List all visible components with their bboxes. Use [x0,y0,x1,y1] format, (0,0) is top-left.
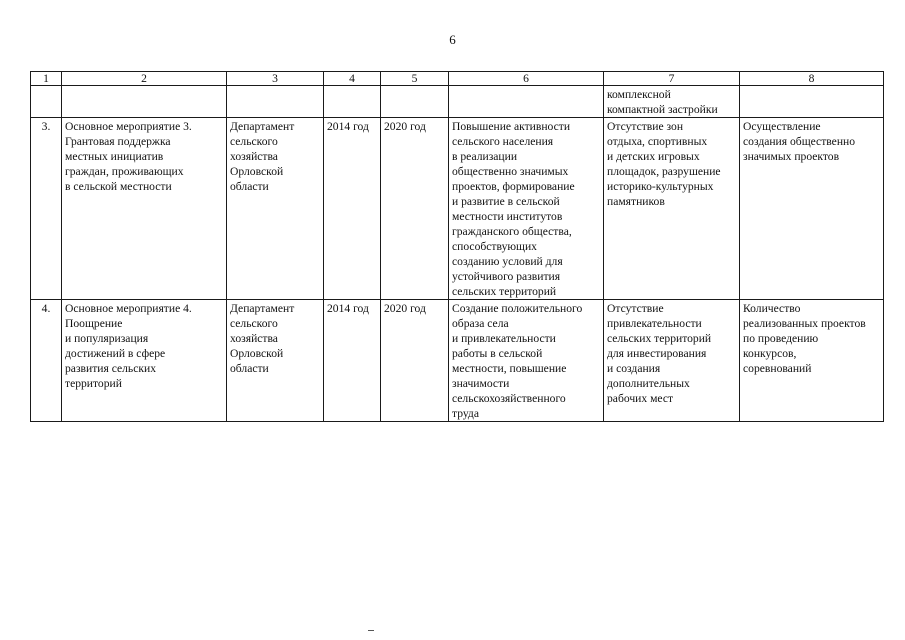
measures-table [30,71,884,422]
cell-end-year: 2020 год [381,300,449,422]
cell-number [31,86,62,118]
cell-indicator-link [740,86,884,118]
column-header: 5 [381,72,449,86]
column-header: 4 [324,72,381,86]
column-header: 3 [227,72,324,86]
cell-indicator-link: Осуществление создания общественно значимых проектов [740,118,884,300]
header-row [31,72,884,86]
cell-number: 3. [31,118,62,300]
cell-executor [227,86,324,118]
page-number: 6 [449,32,456,47]
table-row [31,300,884,422]
cell-executor: Департамент сельского хозяйства Орловской области [227,300,324,422]
cell-expected-result: Повышение активности сельского населения в реализации общественно значимых проектов, формирование и развитие в сельской местности институтов гражданского общества, способствующих созданию условий для устойчивого развития сельских территорий [449,118,604,300]
cell-measure-name: Основное мероприятие 4. Поощрение и популяризация достижений в сфере развития сельских территорий [62,300,227,422]
cell-executor: Департамент сельского хозяйства Орловской области [227,118,324,300]
column-header: 7 [604,72,740,86]
table-row-continuation [31,86,884,118]
cell-start-year: 2014 год [324,118,381,300]
scan-mark [368,630,374,633]
cell-indicator-link: Количество реализованных проектов по проведению конкурсов, соревнований [740,300,884,422]
cell-start-year: 2014 год [324,300,381,422]
cell-measure-name: Основное мероприятие 3. Грантовая поддержка местных инициатив граждан, проживающих в сельской местности [62,118,227,300]
cell-consequences: Отсутствие привлекательности сельских территорий для инвестирования и создания дополнительных рабочих мест [604,300,740,422]
cell-consequences: Отсутствие зон отдыха, спортивных и детских игровых площадок, разрушение историко-культурных памятников [604,118,740,300]
cell-start-year [324,86,381,118]
column-header: 1 [31,72,62,86]
cell-expected-result [449,86,604,118]
column-header: 6 [449,72,604,86]
cell-expected-result: Создание положительного образа села и привлекательности работы в сельской местности, повышение значимости сельскохозяйственного труда [449,300,604,422]
cell-end-year [381,86,449,118]
cell-measure-name [62,86,227,118]
cell-end-year: 2020 год [381,118,449,300]
column-header: 2 [62,72,227,86]
cell-consequences: комплексной компактной застройки [604,86,740,118]
cell-number: 4. [31,300,62,422]
column-header: 8 [740,72,884,86]
table-row [31,118,884,300]
